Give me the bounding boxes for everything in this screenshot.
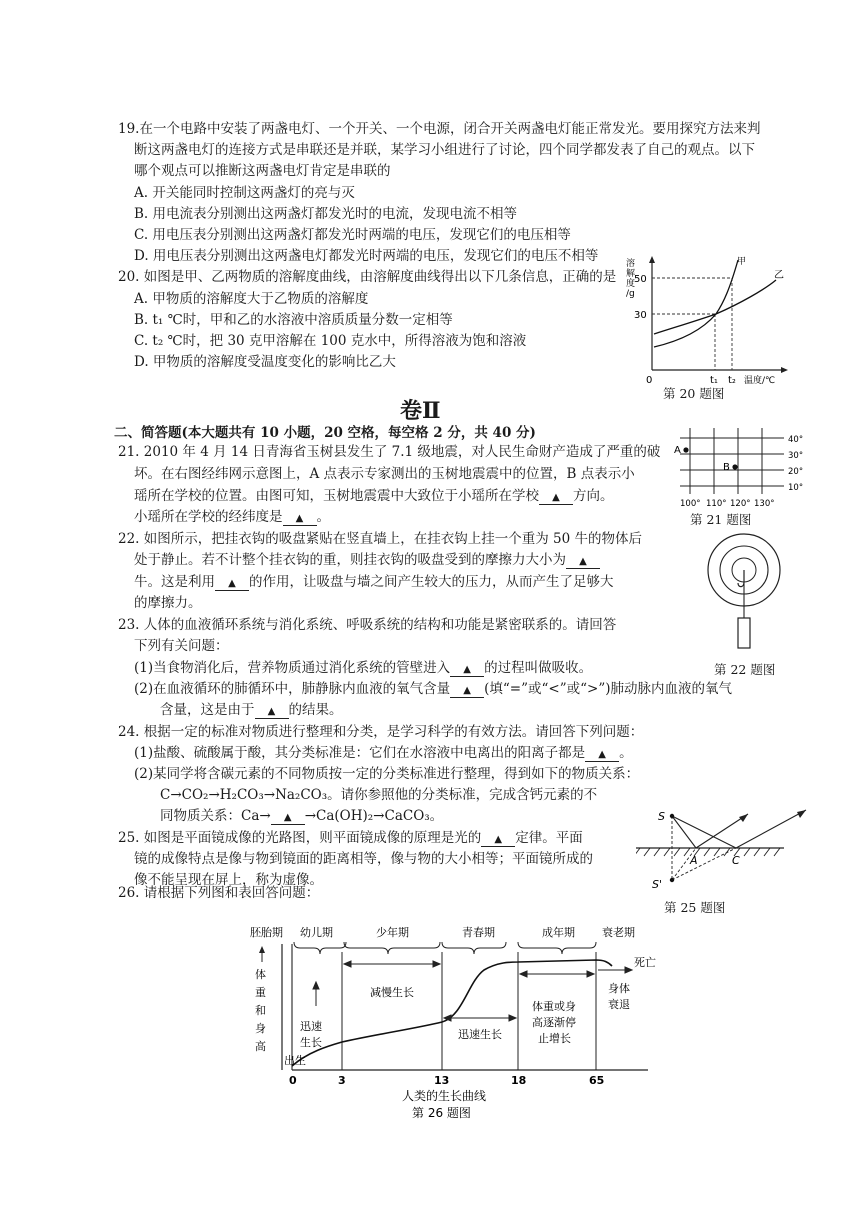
lat-30-label: 30° — [788, 451, 804, 461]
rapid-growth-1-label: 迅速 — [300, 1020, 322, 1033]
lon-110-label: 110° — [706, 499, 727, 508]
birth-label: 出生 — [284, 1054, 306, 1067]
stage-aging: 衰老期 — [602, 926, 635, 939]
q20-option-d: D. 甲物质的溶解度受温度变化的影响比乙大 — [134, 354, 396, 370]
point-s-label: S — [658, 810, 665, 823]
q20-y50: 50 — [634, 274, 647, 285]
q19-option-a: A. 开关能同时控制这两盏灯的亮与灭 — [134, 185, 355, 201]
stage-adult: 成年期 — [542, 926, 575, 939]
answer-blank[interactable]: ▲ — [215, 578, 249, 591]
stop-growth-label: 高逐渐停 — [532, 1016, 576, 1029]
decline-label: 衰退 — [608, 998, 630, 1011]
q26-line1: 26. 请根据下列图和表回答问题： — [118, 885, 320, 901]
q20-stem: 20. 如图是甲、乙两物质的溶解度曲线，由溶解度曲线得出以下几条信息，正确的是 — [118, 269, 617, 285]
q22-line3: 牛。这是利用 ▲ 的作用，让吸盘与墙之间产生较大的压力，从而产生了足够大 — [134, 574, 614, 590]
tick-label: 18 — [511, 1074, 527, 1087]
q24-chain: C→CO₂→H₂CO₃→Na₂CO₃。请你参照他的分类标准，完成含钙元素的不 — [160, 787, 598, 803]
point-a-label: A — [690, 854, 698, 867]
growth-curve — [292, 960, 612, 1066]
q20-t1: t₁ — [710, 375, 718, 386]
q23-sub2: (2)在血液循环的肺循环中，肺静脉内血液的氧气含量 ▲ (填“=”或“<”或“>”)肺动脉内血液的氧气 — [134, 681, 733, 697]
slow-growth-label: 减慢生长 — [370, 986, 414, 999]
tick-label: 3 — [338, 1074, 346, 1087]
q19-line2: 断这两盏电灯的连接方式是串联还是并联，某学习小组进行了讨论，四个同学都发表了自己的观点。以下 — [134, 142, 755, 158]
q19-option-b: B. 用电流表分别测出这两盏灯都发光时的电流，发现电流不相等 — [134, 206, 518, 222]
answer-blank[interactable]: ▲ — [566, 556, 600, 569]
ylabel-char: 身 — [255, 1022, 266, 1035]
stage-infant: 幼儿期 — [300, 926, 333, 939]
point-s-prime-label: S' — [652, 878, 663, 891]
q20-ylabel: 溶解度/g — [626, 259, 636, 299]
point-c-label: C — [732, 854, 740, 867]
q21-caption: 第 21 题图 — [690, 512, 752, 527]
q20-label-jia: 甲 — [737, 257, 747, 267]
answer-blank[interactable]: ▲ — [255, 706, 289, 719]
q19-option-c: C. 用电压表分别测出这两盏灯都发光时两端的电压，发现它们的电压相等 — [134, 227, 571, 243]
q25-line3: 像不能呈现在屏上，称为虚像。 — [134, 872, 323, 888]
stage-puberty: 青春期 — [462, 926, 495, 939]
section2-heading: 二、简答题(本大题共有 10 小题，20 空格，每空格 2 分，共 40 分) — [114, 425, 536, 441]
lon-100-label: 100° — [680, 499, 701, 508]
q25-line2: 镜的成像特点是像与物到镜面的距离相等，像与物的大小相等；平面镜所成的 — [134, 851, 593, 867]
q19-option-d: D. 用电压表分别测出这两盏电灯都发光时两端的电压，发现它们的电压不相等 — [134, 248, 599, 264]
stop-growth-label: 止增长 — [538, 1032, 571, 1045]
answer-blank[interactable]: ▲ — [283, 513, 317, 526]
q20-label-yi: 乙 — [774, 270, 784, 281]
grid-label-b: B — [723, 462, 730, 473]
q25-caption: 第 25 题图 — [664, 900, 726, 915]
hanging-weight — [738, 618, 750, 648]
lat-lon-grid-figure — [672, 424, 822, 508]
q20-caption: 第 20 题图 — [663, 386, 725, 401]
answer-blank[interactable]: ▲ — [539, 492, 573, 505]
stop-growth-label: 体重或身 — [532, 1000, 576, 1013]
answer-blank[interactable]: ▲ — [450, 685, 484, 698]
growth-curve-figure — [248, 922, 668, 1122]
grid-point-b — [732, 464, 737, 469]
stage-embryo: 胚胎期 — [250, 926, 283, 939]
q19-line1: 19.在一个电路中安装了两盏电灯、一个开关、一个电源，闭合开关两盏电灯能正常发光。要用探究方法来判 — [118, 121, 761, 137]
lon-130-label: 130° — [754, 499, 775, 508]
q22-caption: 第 22 题图 — [714, 662, 776, 677]
q22-line1: 22. 如图所示，把挂衣钩的吸盘紧贴在竖直墙上，在挂衣钩上挂一个重为 50 牛的物体后 — [118, 531, 643, 547]
q21-line3: 瑶所在学校的位置。由图可知，玉树地震震中大致位于小瑶所在学校 ▲ 方向。 — [134, 488, 614, 504]
suction-hook-figure — [700, 530, 790, 660]
q20-t2: t₂ — [728, 375, 736, 386]
q23-sub2-cont: 含量，这是由于 ▲ 的结果。 — [160, 702, 343, 718]
q20-option-c: C. t₂ ℃时，把 30 克甲溶解在 100 克水中，所得溶液为饱和溶液 — [134, 333, 527, 349]
q26-caption: 第 26 题图 — [412, 1106, 471, 1120]
q20-option-b: B. t₁ ℃时，甲和乙的水溶液中溶质质量分数一定相等 — [134, 312, 453, 328]
answer-blank[interactable]: ▲ — [585, 749, 619, 762]
lat-20-label: 20° — [788, 467, 804, 477]
tick-label: 0 — [289, 1074, 297, 1087]
q24-sub3: 同物质关系：Ca→ ▲ →Ca(OH)₂→CaCO₃。 — [160, 808, 444, 824]
ylabel-char: 和 — [255, 1004, 266, 1017]
curve-jia — [654, 260, 738, 347]
rapid-growth-1-label: 生长 — [300, 1036, 322, 1049]
answer-blank[interactable]: ▲ — [450, 664, 484, 677]
answer-blank[interactable]: ▲ — [271, 812, 305, 825]
q21-line1: 21. 2010 年 4 月 14 日青海省玉树县发生了 7.1 级地震，对人民生命财产造成了严重的破 — [118, 444, 661, 460]
lat-40-label: 40° — [788, 435, 804, 445]
q19-line3: 哪个观点可以推断这两盏电灯肯定是串联的 — [134, 163, 391, 179]
grid-label-a: A — [674, 445, 681, 456]
q23-line1: 23. 人体的血液循环系统与消化系统、呼吸系统的结构和功能是紧密联系的。请回答 — [118, 617, 617, 633]
q24-sub2: (2)某同学将含碳元素的不同物质按一定的分类标准进行整理，得到如下的物质关系： — [134, 766, 640, 782]
solubility-curve-figure — [624, 252, 794, 392]
q23-line2: 下列有关问题： — [134, 638, 229, 654]
grid-point-a — [683, 447, 688, 452]
ylabel-char: 体 — [255, 968, 266, 981]
plane-mirror-figure — [636, 808, 836, 898]
q21-line2: 坏。在右图经纬网示意图上，A 点表示专家测出的玉树地震震中的位置，B 点表示小 — [134, 466, 635, 482]
q24-line1: 24. 根据一定的标准对物质进行整理和分类，是学习科学的有效方法。请回答下列问题： — [118, 724, 644, 740]
lon-120-label: 120° — [730, 499, 751, 508]
q20-option-a: A. 甲物质的溶解度大于乙物质的溶解度 — [134, 291, 369, 307]
q24-sub1: (1)盐酸、硫酸属于酸，其分类标准是：它们在水溶液中电离出的阳离子都是 ▲ 。 — [134, 745, 633, 761]
answer-blank[interactable]: ▲ — [481, 834, 515, 847]
q20-xlabel: 温度/℃ — [744, 376, 776, 386]
tick-label: 13 — [434, 1074, 450, 1087]
q21-line4: 小瑶所在学校的经纬度是 ▲ 。 — [134, 509, 330, 525]
q20-y30: 30 — [634, 310, 647, 321]
stage-childhood: 少年期 — [376, 926, 409, 939]
q25-line1: 25. 如图是平面镜成像的光路图，则平面镜成像的原理是光的 ▲ 定律。平面 — [118, 830, 583, 846]
ylabel-char: 重 — [255, 986, 266, 999]
q22-line2: 处于静止。若不计整个挂衣钩的重，则挂衣钩的吸盘受到的摩擦力大小为 ▲ — [134, 551, 600, 570]
growth-curve-title: 人类的生长曲线 — [402, 1089, 487, 1103]
ylabel-char: 高 — [255, 1040, 266, 1053]
q23-sub1: (1)当食物消化后，营养物质通过消化系统的管壁进入 ▲ 的过程叫做吸收。 — [134, 660, 593, 676]
q22-line4: 的摩擦力。 — [134, 595, 202, 611]
part2-title: 卷Ⅱ — [400, 398, 441, 424]
decline-label: 身体 — [608, 982, 630, 995]
tick-label: 65 — [589, 1074, 605, 1087]
q20-origin: 0 — [646, 375, 653, 386]
rapid-growth-2-label: 迅速生长 — [458, 1028, 502, 1041]
lat-10-label: 10° — [788, 483, 804, 493]
death-label: 死亡 — [634, 956, 656, 969]
